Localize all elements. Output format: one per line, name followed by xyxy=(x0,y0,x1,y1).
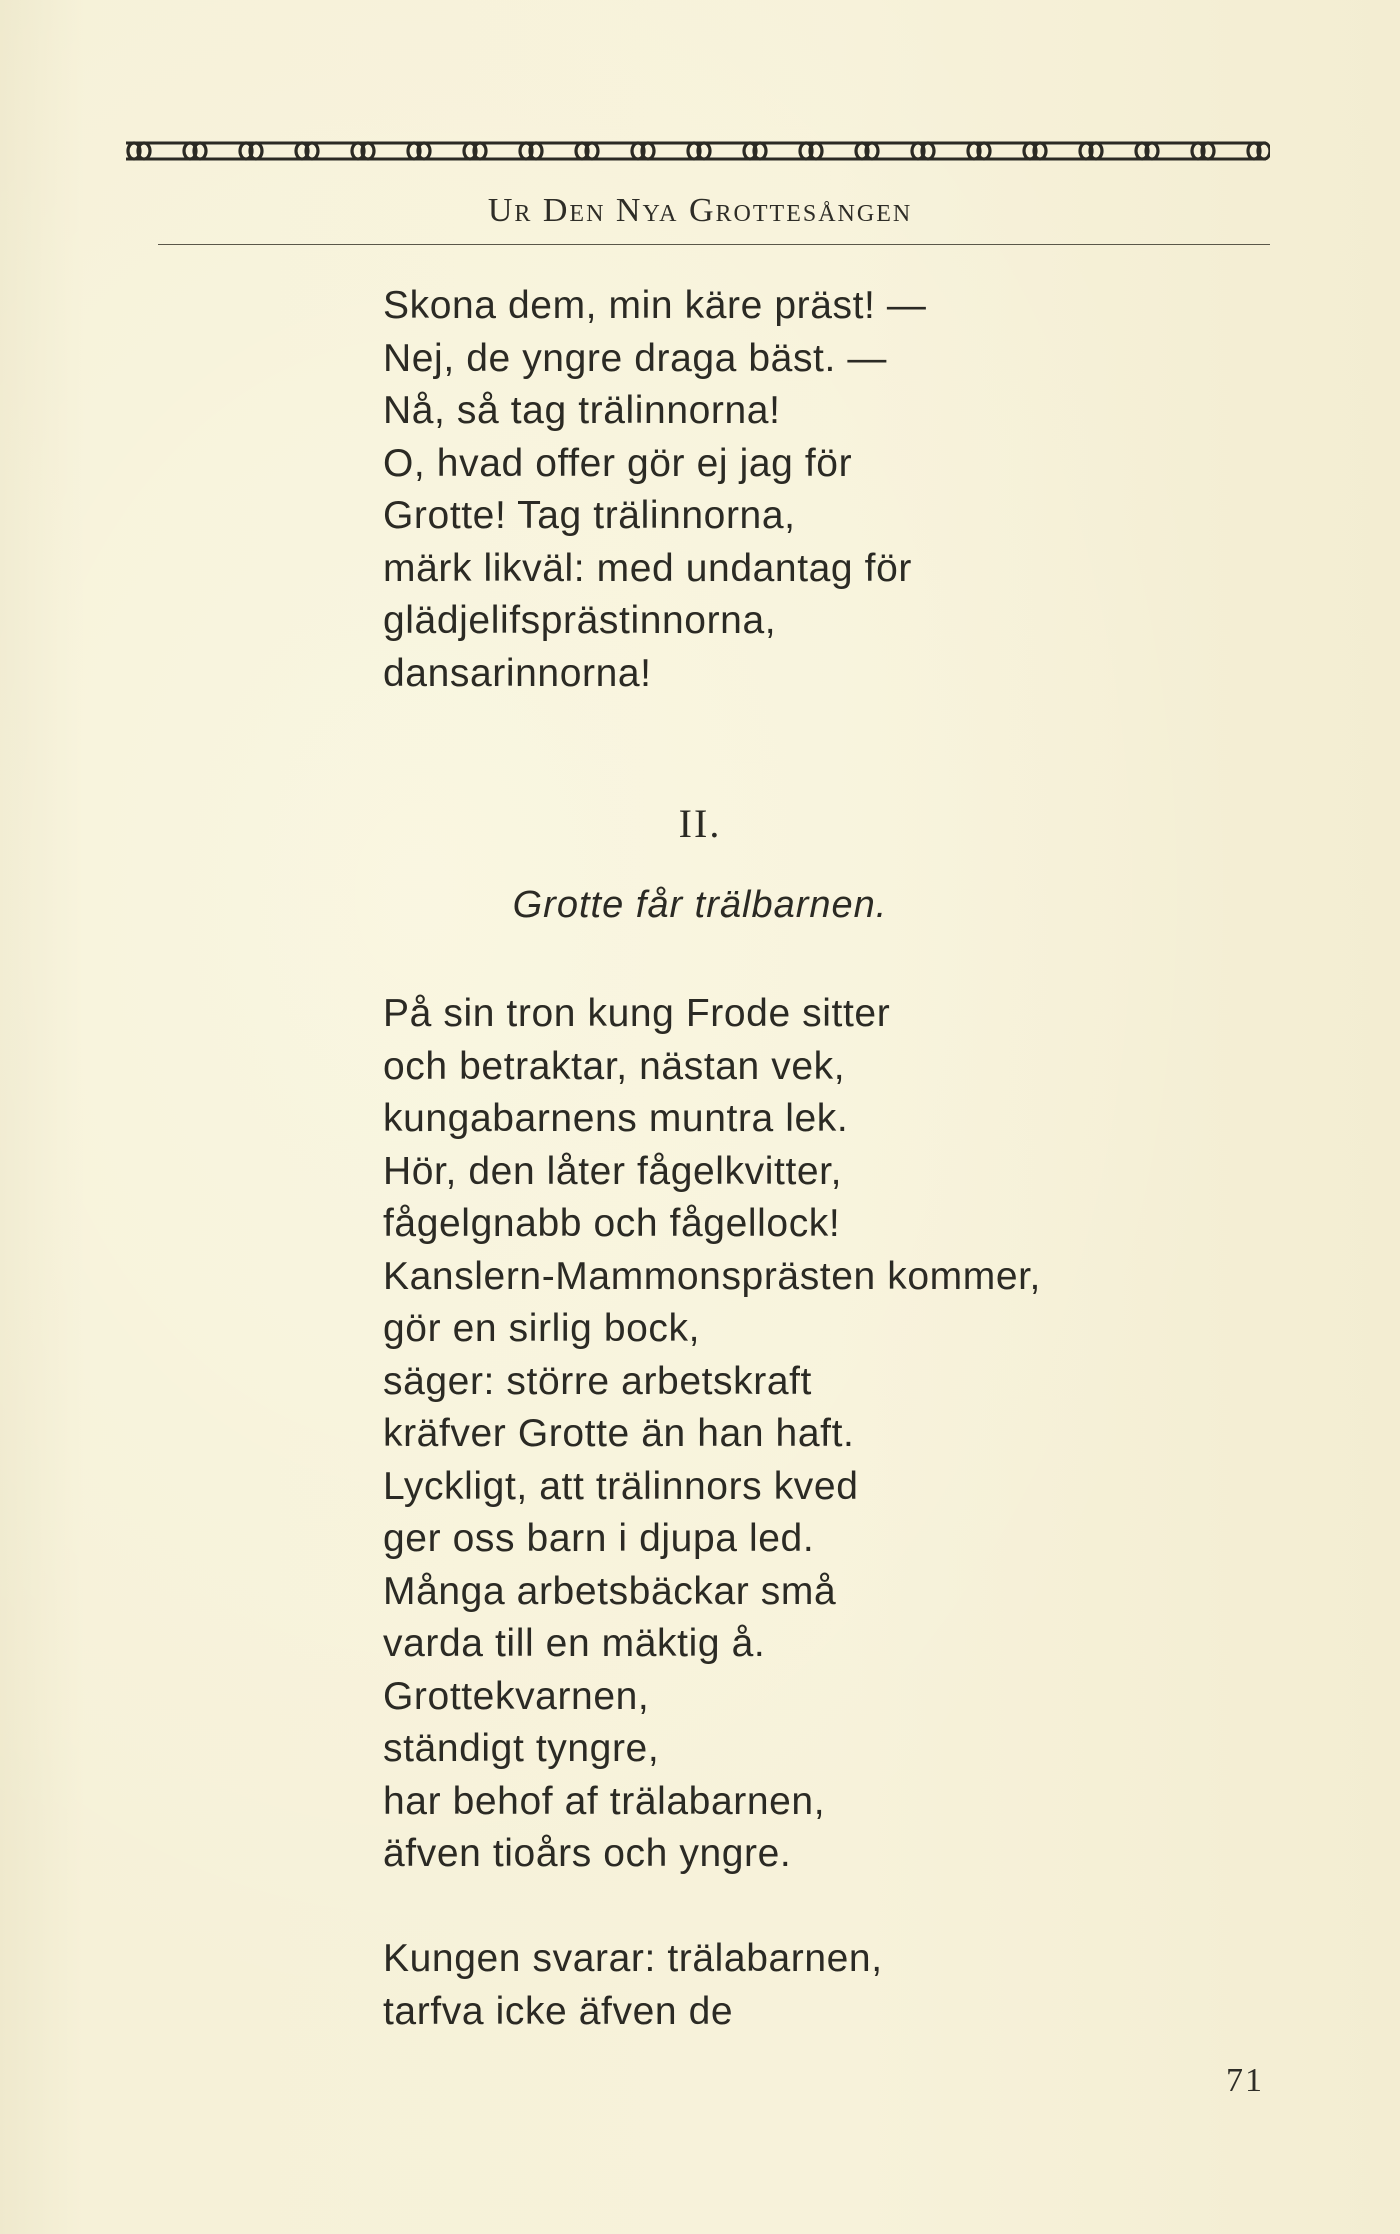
verse-line: fågelgnabb och fågellock! xyxy=(383,1202,841,1245)
verse-line: märk likväl: med undantag för xyxy=(383,546,912,590)
stanza-3 xyxy=(383,1933,883,2038)
verse-line: och betraktar, nästan vek, xyxy=(383,1044,846,1088)
verse-line: glädjelifsprästinnorna, xyxy=(383,599,777,642)
verse-line: dansarinnorna! xyxy=(383,651,652,695)
verse-line: Nej, de yngre draga bäst. — xyxy=(383,336,887,380)
verse-line: Lyckligt, att trälinnors kved xyxy=(383,1464,859,1508)
verse-line: Många arbetsbäckar små xyxy=(383,1569,837,1613)
section-title: Grotte får trälbarnen. xyxy=(512,884,888,926)
verse-line: har behof af trälabarnen, xyxy=(383,1779,826,1823)
verse-line: Hör, den låter fågelkvitter, xyxy=(383,1149,843,1193)
verse-line: varda till en mäktig å. xyxy=(383,1622,766,1665)
verse-line: tarfva icke äfven de xyxy=(383,1989,734,2033)
verse-line: kungabarnens muntra lek. xyxy=(383,1097,849,1140)
section-number: II. xyxy=(678,801,722,846)
verse-line: Skona dem, min käre präst! — xyxy=(383,284,927,327)
verse-line: säger: större arbetskraft xyxy=(383,1359,812,1403)
chain-border-ornament xyxy=(122,136,1270,166)
verse-line: Kanslern-Mammonsprästen kommer, xyxy=(383,1254,1041,1298)
verse-line: ständigt tyngre, xyxy=(383,1727,660,1770)
verse-line: Grotte! Tag trälinnorna, xyxy=(383,494,796,537)
header-rule xyxy=(158,244,1270,245)
verse-line: Grottekvarnen, xyxy=(383,1674,650,1718)
running-head: Ur Den Nya Grottesången xyxy=(487,192,913,229)
verse-line: ger oss barn i djupa led. xyxy=(383,1517,815,1560)
verse-line: O, hvad offer gör ej jag för xyxy=(383,441,853,485)
verse-line: Nå, så tag trälinnorna! xyxy=(383,389,781,432)
verse-line: äfven tioårs och yngre. xyxy=(383,1832,792,1875)
page-number: 71 xyxy=(1226,2062,1264,2099)
verse-line: På sin tron kung Frode sitter xyxy=(383,992,891,1035)
stanza-2 xyxy=(383,988,1041,1881)
verse-line: Kungen svarar: trälabarnen, xyxy=(383,1937,883,1980)
verse-line: gör en sirlig bock, xyxy=(383,1307,701,1350)
stanza-1 xyxy=(383,280,927,700)
verse-line: kräfver Grotte än han haft. xyxy=(383,1412,855,1455)
